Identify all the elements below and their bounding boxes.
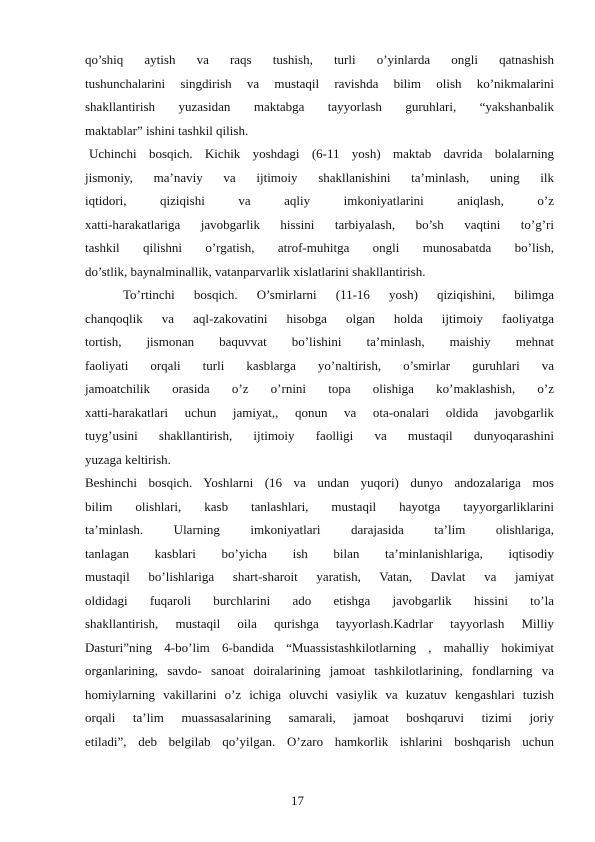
text-line: tashkil qilishni o’rgatish, atrof-muhitga ongli munosabatda bo’lish, — [85, 240, 554, 255]
text-line: orqali ta’lim muassasalarining samarali, jamoat boshqaruvi tizimi joriy — [85, 710, 554, 725]
text-line: Dasturi”ning 4-bo’lim 6-bandida “Muassistashkilotlarning , mahalliy hokimiyat — [85, 639, 554, 655]
text-line: tanlagan kasblari bo’yicha ish bilan ta’minlanishlariga, iqtisodiy — [85, 545, 554, 561]
text-line: xatti-harakatlari uchun jamiyat,, qonun va ota-onalari oldida javobgarlik — [85, 404, 554, 420]
document-page — [85, 48, 554, 753]
paragraph-1 — [85, 48, 554, 142]
paragraph-2 — [85, 142, 554, 283]
text-line: xatti-harakatlariga javobgarlik hissini tarbiyalash, bo’sh vaqtini to’g’ri — [85, 216, 554, 232]
text-line: jamoatchilik orasida o’z o’rnini topa olishiga ko’maklashish, o’z — [85, 381, 554, 396]
text-line: iqtidori, qiziqishi va aqliy imkoniyatlarini aniqlash, o’z — [85, 193, 554, 208]
text-line: maktablar” ishini tashkil qilish. — [85, 122, 249, 138]
text-line: Beshinchi bosqich. Yoshlarni (16 va undan yuqori) dunyo andozalariga mos — [85, 475, 554, 490]
text-line: etiladi”, deb belgilab qo’yilgan. O’zaro hamkorlik ishlarini boshqarish uchun — [85, 733, 554, 749]
text-line: homiylarning vakillarini o’z ichiga oluvchi vasiylik va kuzatuv kengashlari tuzish — [85, 686, 554, 702]
text-line: ta’minlash. Ularning imkoniyatlari darajasida ta’lim olishlariga, — [85, 522, 554, 537]
text-line: shakllantirish yuzasidan maktabga tayyorlash guruhlari, “yakshanbalik — [85, 99, 554, 114]
text-line: faoliyati orqali turli kasblarga yo’naltirish, o’smirlar guruhlari va — [85, 357, 554, 373]
text-line: Uchinchi bosqich. Kichik yoshdagi (6-11 yosh) maktab davrida bolalarning — [89, 146, 554, 161]
paragraph-3 — [85, 283, 554, 471]
text-line: To’rtinchi bosqich. O’smirlarni (11-16 yosh) qiziqishini, bilimga — [123, 287, 554, 302]
text-line: do’stlik, baynalminallik, vatanparvarlik xislatlarini shakllantirish. — [85, 263, 426, 279]
text-line: shakllantirish, mustaqil oila qurishga tayyorlash.Kadrlar tayyorlash Milliy — [85, 616, 554, 631]
text-line: chanqoqlik va aql-zakovatini hisobga olgan holda ijtimoiy faoliyatga — [85, 310, 554, 326]
text-line: bilim olishlari, kasb tanlashlari, mustaqil hayotga tayyorgarliklarini — [85, 498, 554, 514]
text-line: tushunchalarini singdirish va mustaqil ravishda bilim olish ko’nikmalarini — [85, 75, 554, 91]
text-line: qo’shiq aytish va raqs tushish, turli o’yinlarda ongli qatnashish — [85, 52, 554, 67]
text-line: tuyg’usini shakllantirish, ijtimoiy faolligi va mustaqil dunyoqarashini — [85, 428, 554, 443]
text-line: yuzaga keltirish. — [85, 451, 171, 467]
page-number: 17 — [291, 793, 304, 808]
paragraph-4 — [85, 471, 554, 753]
text-line: tortish, jismonan baquvvat bo’lishini ta’minlash, maishiy mehnat — [85, 334, 554, 349]
text-line: jismoniy, ma’naviy va ijtimoiy shakllanishini ta’minlash, uning ilk — [85, 169, 554, 185]
text-line: mustaqil bo’lishlariga shart-sharoit yaratish, Vatan, Davlat va jamiyat — [85, 569, 554, 584]
text-line: organlarining, savdo- sanoat doiralarining jamoat tashkilotlarining, fondlarning va — [85, 663, 554, 678]
text-line: oldidagi fuqaroli burchlarini ado etishga javobgarlik hissini to’la — [85, 592, 554, 608]
